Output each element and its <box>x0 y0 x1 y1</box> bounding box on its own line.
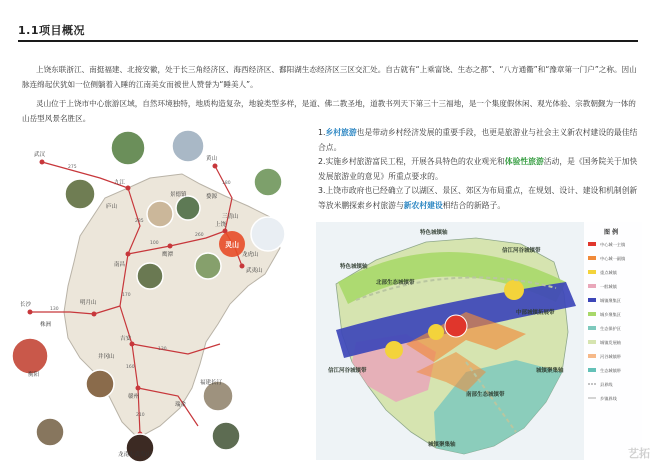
place-label: 婺源 <box>206 194 218 200</box>
place-label: 龙虎山 <box>242 252 259 258</box>
lingshan-label: 灵山 <box>225 241 239 249</box>
point-3: 3.上饶市政府也已经确立了以湖区、景区、郊区为布局重点，在规划、设计、建设和机制创新等放米鹏探索乡村旅游与新农村建设相结合的新路子。 <box>318 186 638 210</box>
distance-label: 100 <box>150 241 159 246</box>
map-label: 特色城镇轴 <box>340 264 368 270</box>
place-label: 吉安 <box>120 336 132 342</box>
place-label: 武夷山 <box>246 268 263 274</box>
place-label: 庐山 <box>106 204 118 210</box>
distance-label: 160 <box>126 365 135 370</box>
distance-label: 275 <box>68 165 77 170</box>
node-nanchang <box>126 252 131 257</box>
place-label: 赣州 <box>128 394 140 400</box>
svg-text:图 例: 图 例 <box>604 229 619 236</box>
town-node <box>504 280 524 300</box>
distance-label: 285 <box>135 219 144 224</box>
place-label: 九江 <box>114 180 126 186</box>
distance-label: 260 <box>195 233 204 238</box>
place-label: 明月山 <box>80 300 97 306</box>
map-label: 城镇聚集轴 <box>428 442 456 448</box>
svg-text:乡镇界线: 乡镇界线 <box>600 396 617 401</box>
planning-structure-map <box>316 222 642 460</box>
node-huangshan <box>213 164 218 169</box>
node-changsha <box>28 310 33 315</box>
place-label: 鹰潭 <box>162 252 174 258</box>
place-label: 南昌 <box>114 262 126 268</box>
distance-label: 180 <box>222 181 231 186</box>
map-label: 中部城镇拓展带 <box>516 310 555 316</box>
map-label: 信江河谷城镇带 <box>502 248 541 254</box>
distance-label: 170 <box>122 293 131 298</box>
point-2: 2.实施乡村旅游富民工程，开展各具特色的农业观光和体验性旅游活动，是《国务院关于加快发展旅游业的意见》所重点要求的。 <box>318 157 638 181</box>
distance-label: 210 <box>136 413 145 418</box>
node-yingtan <box>168 244 173 249</box>
place-label: 福建长汀 <box>200 380 223 386</box>
map-label: 特色城镇轴 <box>420 230 448 236</box>
map-label: 北部生态城镇带 <box>376 280 415 286</box>
distance-label: 130 <box>50 307 59 312</box>
place-label: 瑞金 <box>175 402 187 408</box>
map-label: 信江河谷城镇带 <box>328 368 367 374</box>
node-wuyishan <box>240 264 245 269</box>
map-label: 城镇聚集轴 <box>536 368 564 374</box>
node-jian <box>130 342 135 347</box>
svg-text:生态城镇带: 生态城镇带 <box>600 368 621 373</box>
map-label: 南部生态城镇带 <box>466 392 505 398</box>
place-label: 景德镇 <box>170 192 187 198</box>
title-divider <box>18 40 638 42</box>
place-label: 上饶 <box>215 222 227 228</box>
town-node <box>385 341 403 359</box>
place-label: 黄山 <box>206 156 218 162</box>
center-node <box>445 315 467 337</box>
place-label: 衡阳 <box>28 372 40 378</box>
svg-text:城镇发展轴: 城镇发展轴 <box>600 340 621 345</box>
place-label: 龙南小武当山 <box>118 452 152 458</box>
node-ganzhou <box>136 386 141 391</box>
point-1: 1.乡村旅游也是带动乡村经济发展的重要手段，也更是旅游业与社会主义新农村建设的最佳结合点。 <box>318 128 638 152</box>
distance-label: 130 <box>158 347 167 352</box>
node-pingxiang <box>92 312 97 317</box>
node-jiujiang <box>126 186 131 191</box>
key-points <box>318 126 640 213</box>
town-node <box>428 324 444 340</box>
intro-paragraph: 上饶东联浙江、南挺福建、北接安徽，处于长三角经济区、海西经济区、鄱阳湖生态经济区三区交汇处。自古就有“上乘富饶、生态之都”、“八方通衢”和“豫章第一门户”之称。因山脉连绵起伏犹如一位侧躺着入睡的江南美女而被世人赞誉为“睡美人”。 <box>22 65 637 89</box>
svg-text:城乡聚集区: 城乡聚集区 <box>600 312 621 317</box>
svg-text:重点城镇: 重点城镇 <box>600 270 617 275</box>
regional-location-map <box>10 126 302 462</box>
svg-text:中心城一副镇: 中心城一副镇 <box>600 256 626 261</box>
watermark: 艺拓 <box>628 447 650 460</box>
lingshan-paragraph: 灵山位于上饶市中心旅游区域，自然环境独特，地质构造复杂，地貌类型多样，是道、佛二教圣地，道教书列天下第三十三福地，是一个集度假休闲、观光体验、宗教朝觐为一体的山岳型风景名胜区。 <box>22 99 636 123</box>
svg-text:城镇聚集区: 城镇聚集区 <box>600 298 621 303</box>
section-title: 1.1项目概况 <box>18 24 85 37</box>
place-label: 株洲 <box>40 322 52 328</box>
place-label: 井冈山 <box>98 354 115 360</box>
svg-text:中心城一主镇: 中心城一主镇 <box>600 242 626 247</box>
legend <box>584 222 642 460</box>
place-label: 长沙 <box>20 302 32 308</box>
svg-text:县界线: 县界线 <box>600 382 613 387</box>
svg-text:一般城镇: 一般城镇 <box>600 284 617 289</box>
svg-text:生态保护区: 生态保护区 <box>600 326 621 331</box>
place-label: 三清山 <box>222 214 239 220</box>
svg-text:河谷城镇带: 河谷城镇带 <box>600 354 621 359</box>
node-wuhan <box>40 160 45 165</box>
place-label: 武汉 <box>34 152 46 158</box>
